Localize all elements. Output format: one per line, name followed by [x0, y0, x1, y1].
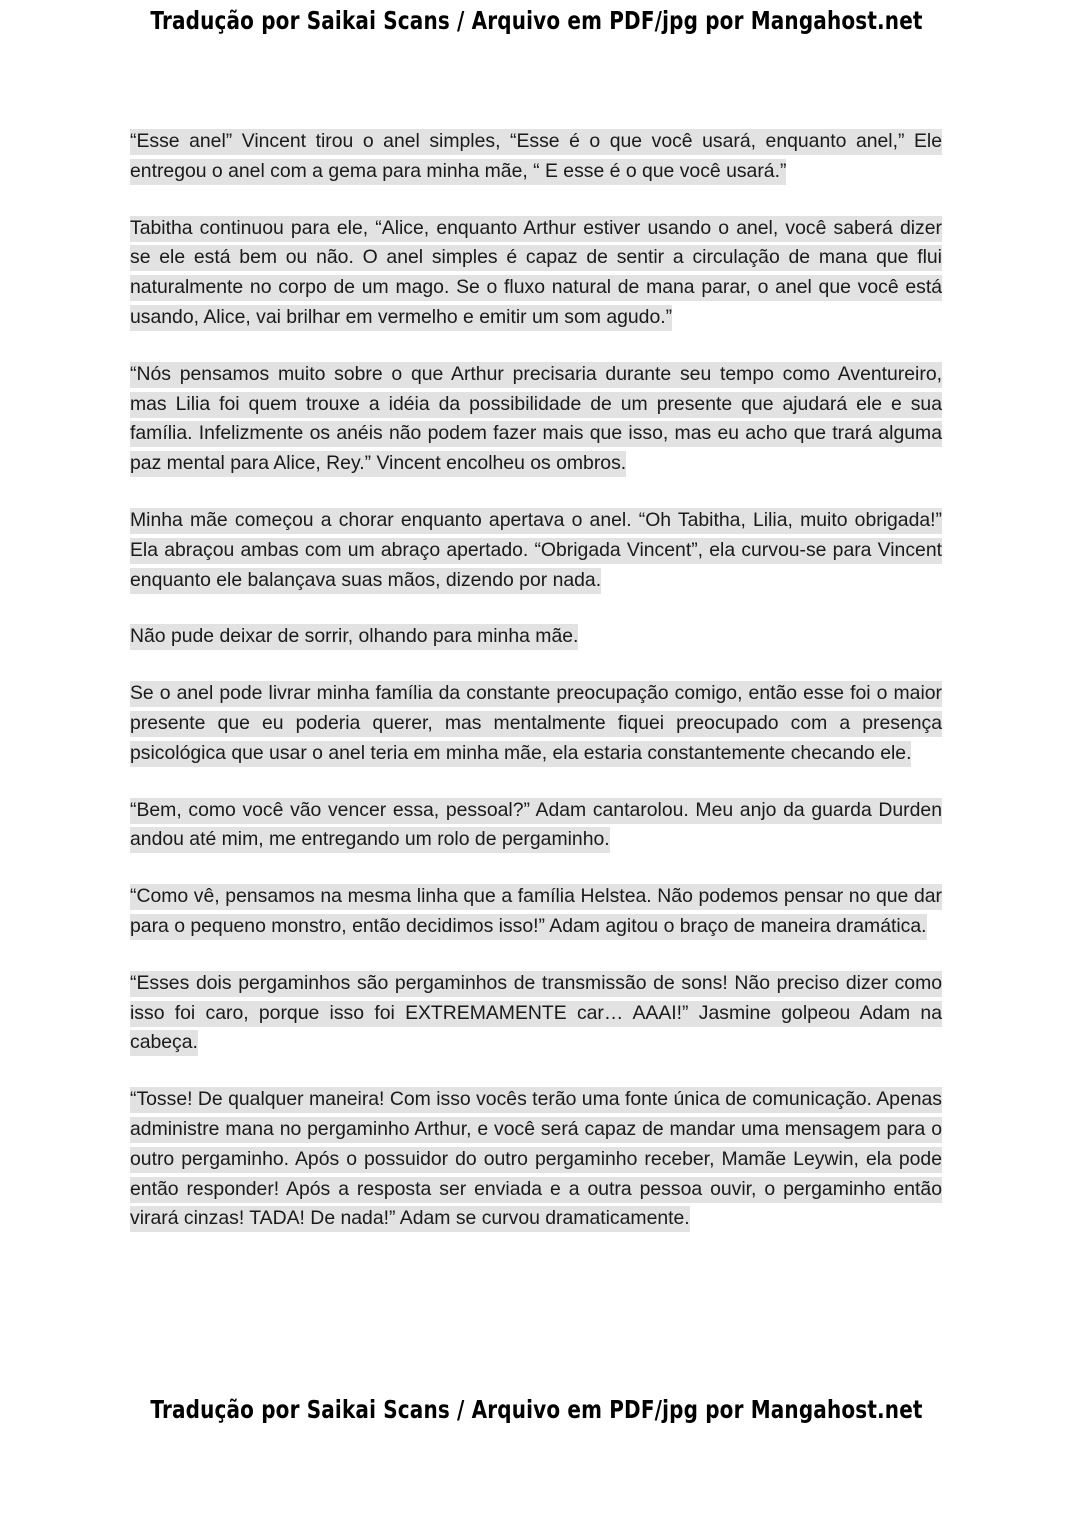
paragraph-4	[130, 506, 942, 595]
paragraph-10-text: “Tosse! De qualquer maneira! Com isso vocês terão uma fonte única de comunicação. Apenas administre mana no pergaminho Arthur, e você será capaz de mandar uma mensagem para o outro pergaminho. Após o possuidor do outro pergaminho receber, Mamãe Leywin, ela pode então responder! Após a resposta ser enviada e a outra pessoa ouvir, o pergaminho então virará cinzas! TADA! De nada!” Adam se curvou dramaticamente.	[130, 1087, 942, 1232]
paragraph-10	[130, 1085, 942, 1234]
paragraph-6-text: Se o anel pode livrar minha família da constante preocupação comigo, então esse foi o maior presente que eu poderia querer, mas mentalmente fiquei preocupado com a presença psicológica que usar o anel teria em minha mãe, ela estaria constantemente checando ele.	[130, 681, 942, 767]
paragraph-7	[130, 796, 942, 856]
paragraph-8	[130, 882, 942, 942]
paragraph-7-text: “Bem, como você vão vencer essa, pessoal?” Adam cantarolou. Meu anjo da guarda Durden andou até mim, me entregando um rolo de pergaminho.	[130, 798, 942, 854]
footer-credit: Tradução por Saikai Scans / Arquivo em PDF/jpg por Mangahost.net	[150, 1395, 923, 1424]
paragraph-5	[130, 622, 942, 652]
paragraph-3	[130, 360, 942, 479]
paragraph-6	[130, 679, 942, 768]
document-body	[130, 127, 942, 1261]
paragraph-5-text: Não pude deixar de sorrir, olhando para minha mãe.	[130, 624, 578, 650]
paragraph-9-text: “Esses dois pergaminhos são pergaminhos de transmissão de sons! Não preciso dizer como isso foi caro, porque isso foi EXTREMAMENTE car… AAAI!” Jasmine golpeou Adam na cabeça.	[130, 971, 942, 1057]
paragraph-8-text: “Como vê, pensamos na mesma linha que a família Helstea. Não podemos pensar no que dar para o pequeno monstro, então decidimos isso!” Adam agitou o braço de maneira dramática.	[130, 884, 942, 940]
paragraph-1	[130, 127, 942, 187]
paragraph-4-text: Minha mãe começou a chorar enquanto apertava o anel. “Oh Tabitha, Lilia, muito obrigada!” Ela abraçou ambas com um abraço apertado. “Obrigada Vincent”, ela curvou-se para Vincent enquanto ele balançava suas mãos, dizendo por nada.	[130, 508, 942, 594]
paragraph-1-text: “Esse anel” Vincent tirou o anel simples, “Esse é o que você usará, enquanto anel,” Ele entregou o anel com a gema para minha mãe, “ E esse é o que você usará.”	[130, 129, 942, 185]
header-credit: Tradução por Saikai Scans / Arquivo em PDF/jpg por Mangahost.net	[150, 6, 923, 35]
paragraph-2	[130, 214, 942, 333]
paragraph-3-text: “Nós pensamos muito sobre o que Arthur precisaria durante seu tempo como Aventureiro, mas Lilia foi quem trouxe a idéia da possibilidade de um presente que ajudará ele e sua família. Infelizmente os anéis não podem fazer mais que isso, mas eu acho que trará alguma paz mental para Alice, Rey.” Vincent encolheu os ombros.	[130, 362, 942, 477]
paragraph-9	[130, 969, 942, 1058]
paragraph-2-text: Tabitha continuou para ele, “Alice, enquanto Arthur estiver usando o anel, você saberá dizer se ele está bem ou não. O anel simples é capaz de sentir a circulação de mana que flui naturalmente no corpo de um mago. Se o fluxo natural de mana parar, o anel que você está usando, Alice, vai brilhar em vermelho e emitir um som agudo.”	[130, 216, 942, 331]
